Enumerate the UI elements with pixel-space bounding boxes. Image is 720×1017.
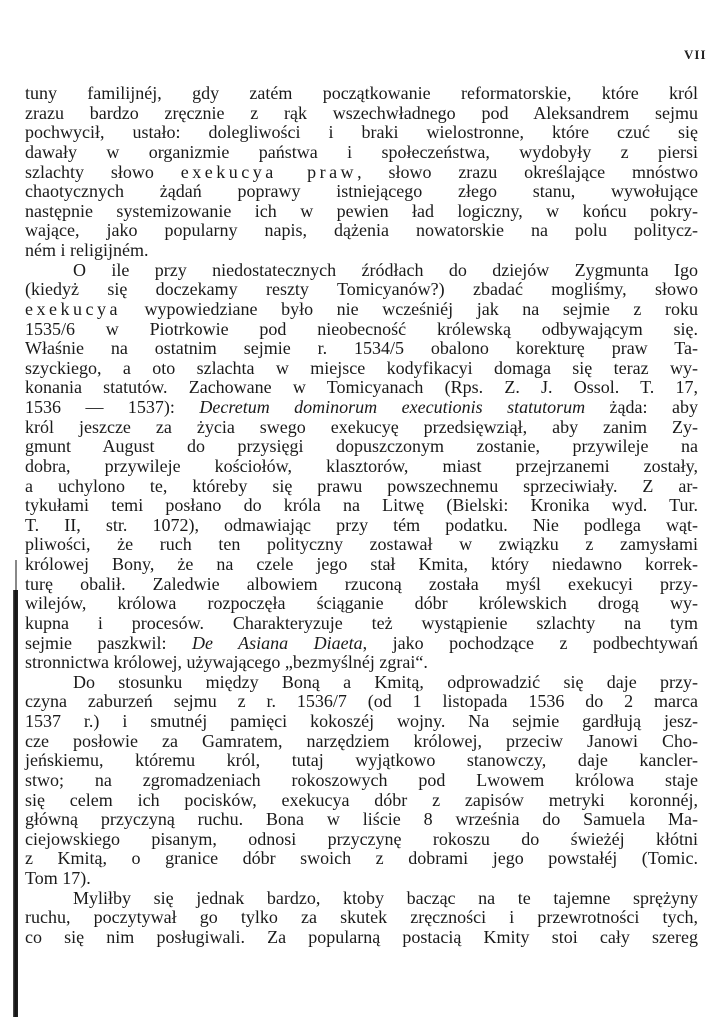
text-segment: wypowiedziane było nie wcześniéj jak na sejmie z roku	[120, 298, 698, 319]
text-segment: Myliłby się jednak bardzo, ktoby bacząc na te tajemne sprężyny	[73, 887, 698, 908]
text-line	[25, 398, 698, 418]
text-segment: żąda: aby	[585, 397, 698, 417]
text-line	[25, 614, 698, 634]
text-segment: (kiedyż się doczekamy reszty Tomicyanów?) zbadać mogliśmy, słowo	[25, 279, 698, 300]
text-line	[25, 280, 698, 300]
text-line	[25, 908, 698, 928]
text-line	[25, 692, 698, 712]
text-segment: O ile przy niedostatecznych źródłach do dziejów Zygmunta Igo	[73, 259, 698, 280]
text-line	[25, 457, 698, 477]
text-line	[25, 418, 698, 438]
text-line	[25, 477, 698, 497]
text-segment: chaotycznych żądań poprawy istniejącego złego stanu, wywołujące	[25, 181, 698, 202]
text-line	[25, 123, 698, 143]
text-line	[25, 320, 698, 340]
scan-binding-edge	[13, 590, 18, 1017]
text-segment: ruchu, poczytywał go tylko za skutek zręczności i przewrotności tych,	[25, 907, 698, 928]
text-line	[25, 437, 698, 457]
text-segment: konania statutów. Zachowane w Tomicyanach (Rps. Z. J. Ossol. T. 17,	[25, 377, 698, 398]
text-segment: szyckiego, a oto szlachta w miejsce kodyfikacyi domaga się teraz wy-	[25, 357, 698, 378]
text-segment: następnie systemizowanie ich w pewien ład logiczny, w końcu pokry-	[25, 200, 698, 221]
text-line	[25, 751, 698, 771]
text-segment: turę obalił. Zaledwie albowiem rzuconą została myśl exekucyi przy-	[25, 573, 698, 594]
text-segment: stronnictwa królowej, używającego „bezmyślnéj zgrai“.	[25, 652, 428, 673]
text-segment: wające, jako popularny napis, dążenia nowatorskie na polu politycz-	[25, 220, 698, 241]
text-segment: 1536 — 1537):	[25, 397, 200, 417]
text-line	[25, 869, 698, 889]
text-segment: Tom 17).	[25, 868, 91, 888]
text-line	[25, 104, 698, 124]
text-line	[25, 339, 698, 359]
text-segment: jeńskiemu, któremu król, tutaj wyjątkowo stanowczy, daje kancler-	[25, 750, 698, 771]
text-line	[25, 849, 698, 869]
text-segment: , jako pochodzące z podbechtywań	[362, 632, 698, 653]
text-segment: pliwości, że ruch ten polityczny zostawał w związku z zamysłami	[25, 534, 698, 555]
italic-title: Decretum dominorum executionis statutorum	[199, 397, 586, 417]
text-line	[25, 653, 698, 673]
text-line	[25, 359, 698, 379]
text-line	[25, 241, 698, 261]
text-segment: , słowo zrazu określające mnóstwo	[357, 161, 698, 182]
text-segment: się celem ich pocisków, exekucya dóbr z zapisów metryki koronnéj,	[25, 789, 698, 810]
text-line	[25, 575, 698, 595]
text-segment: Właśnie na ostatnim sejmie r. 1534/5 obalono korekturę praw Ta-	[25, 338, 698, 359]
text-line	[25, 535, 698, 555]
text-segment: 1535/6 w Piotrkowie pod nieobecność królewską odbywającym się.	[25, 318, 698, 339]
text-segment: cze posłowie za Gamratem, narzędziem królowej, przeciw Janowi Cho-	[25, 730, 698, 751]
text-segment: gmunt August do przysięgi dopuszczonym zostanie, przywileje na	[25, 436, 698, 457]
text-segment: sejmie paszkwil:	[25, 632, 192, 653]
text-line	[25, 143, 698, 163]
scan-binding-edge-top	[15, 560, 17, 592]
text-line	[25, 594, 698, 614]
italic-title: De Asiana Diaeta	[191, 632, 363, 653]
text-segment: dawały w organizmie państwa i społeczeństwa, wydobyły z piersi	[25, 141, 698, 162]
text-segment: z Kmitą, o granice dóbr swoich z dobrami jego powstałéj (Tomic.	[25, 848, 698, 869]
text-line	[25, 555, 698, 575]
text-segment: główną przyczyną ruchu. Bona w liście 8 września do Samuela Ma-	[25, 809, 698, 830]
text-line	[25, 732, 698, 752]
text-line	[25, 830, 698, 850]
text-segment: ciejowskiego pisanym, odnosi przyczynę rokoszu do świeżéj kłótni	[25, 828, 698, 849]
text-line	[25, 202, 698, 222]
text-segment: ném i religijném.	[25, 240, 149, 260]
text-line	[25, 712, 698, 732]
body-text	[25, 84, 698, 948]
text-segment: pochwycił, ustało: dolegliwości i braki wielostronne, które czuć się	[25, 122, 698, 143]
text-line	[25, 496, 698, 516]
text-line	[25, 634, 698, 654]
text-line	[25, 810, 698, 830]
text-segment: stwo; na zgromadzeniach rokoszowych pod Lwowem królowa staje	[25, 769, 698, 790]
text-segment: wilejów, królowa rozpoczęła ściąganie dóbr królewskich drogą wy-	[25, 593, 698, 614]
text-segment: królowej Bony, że na czele jego stał Kmita, który niedawno korrek-	[25, 554, 698, 574]
paragraph-first-line	[25, 889, 698, 909]
spaced-emphasis: exekucya	[25, 298, 121, 319]
text-line	[25, 378, 698, 398]
paragraph-first-line	[25, 261, 698, 281]
text-segment: kupna i procesów. Charakteryzuje też wystąpienie szlachty na tym	[25, 612, 698, 633]
text-line	[25, 516, 698, 536]
page-number: VII	[684, 47, 707, 62]
text-segment: król jeszcze za życia swego exekucyę przedsięwziął, aby zanim Zy-	[25, 416, 698, 437]
text-segment: czyna zaburzeń sejmu z r. 1536/7 (od 1 listopada 1536 do 2 marca	[25, 691, 698, 712]
text-line	[25, 771, 698, 791]
text-line	[25, 163, 698, 183]
text-line	[25, 84, 698, 104]
text-line	[25, 182, 698, 202]
text-line	[25, 221, 698, 241]
text-segment: dobra, przywileje kościołów, klasztorów, miast przejrzanemi zostały,	[25, 455, 698, 476]
text-segment: zrazu bardzo zręcznie z rąk wszechwładnego pod Aleksandrem sejmu	[25, 102, 698, 123]
paragraph-first-line	[25, 673, 698, 693]
text-segment: co się nim posługiwali. Za popularną postacią Kmity stoi cały szereg	[25, 926, 698, 947]
text-line	[25, 300, 698, 320]
text-segment: szlachty słowo	[25, 161, 181, 182]
text-segment: tuny familijnéj, gdy zatém początkowanie reformatorskie, które król	[25, 83, 698, 103]
text-line	[25, 791, 698, 811]
text-segment: T. II, str. 1072), odmawiając przy tém podatku. Nie podlega wąt-	[25, 514, 698, 535]
text-segment: a uchylono te, któreby się prawu powszechnemu sprzeciwiały. Z ar-	[25, 475, 698, 496]
spaced-emphasis: exekucya praw	[180, 161, 358, 182]
text-segment: 1537 r.) i smutnéj pamięci kokoszéj wojny. Na sejmie gardłują jesz-	[25, 711, 698, 731]
text-segment: tykułami temi posłano do króla na Litwę (Bielski: Kronika wyd. Tur.	[25, 495, 698, 516]
text-segment: Do stosunku między Boną a Kmitą, odprowadzić się daje przy-	[73, 671, 698, 692]
text-line	[25, 928, 698, 948]
